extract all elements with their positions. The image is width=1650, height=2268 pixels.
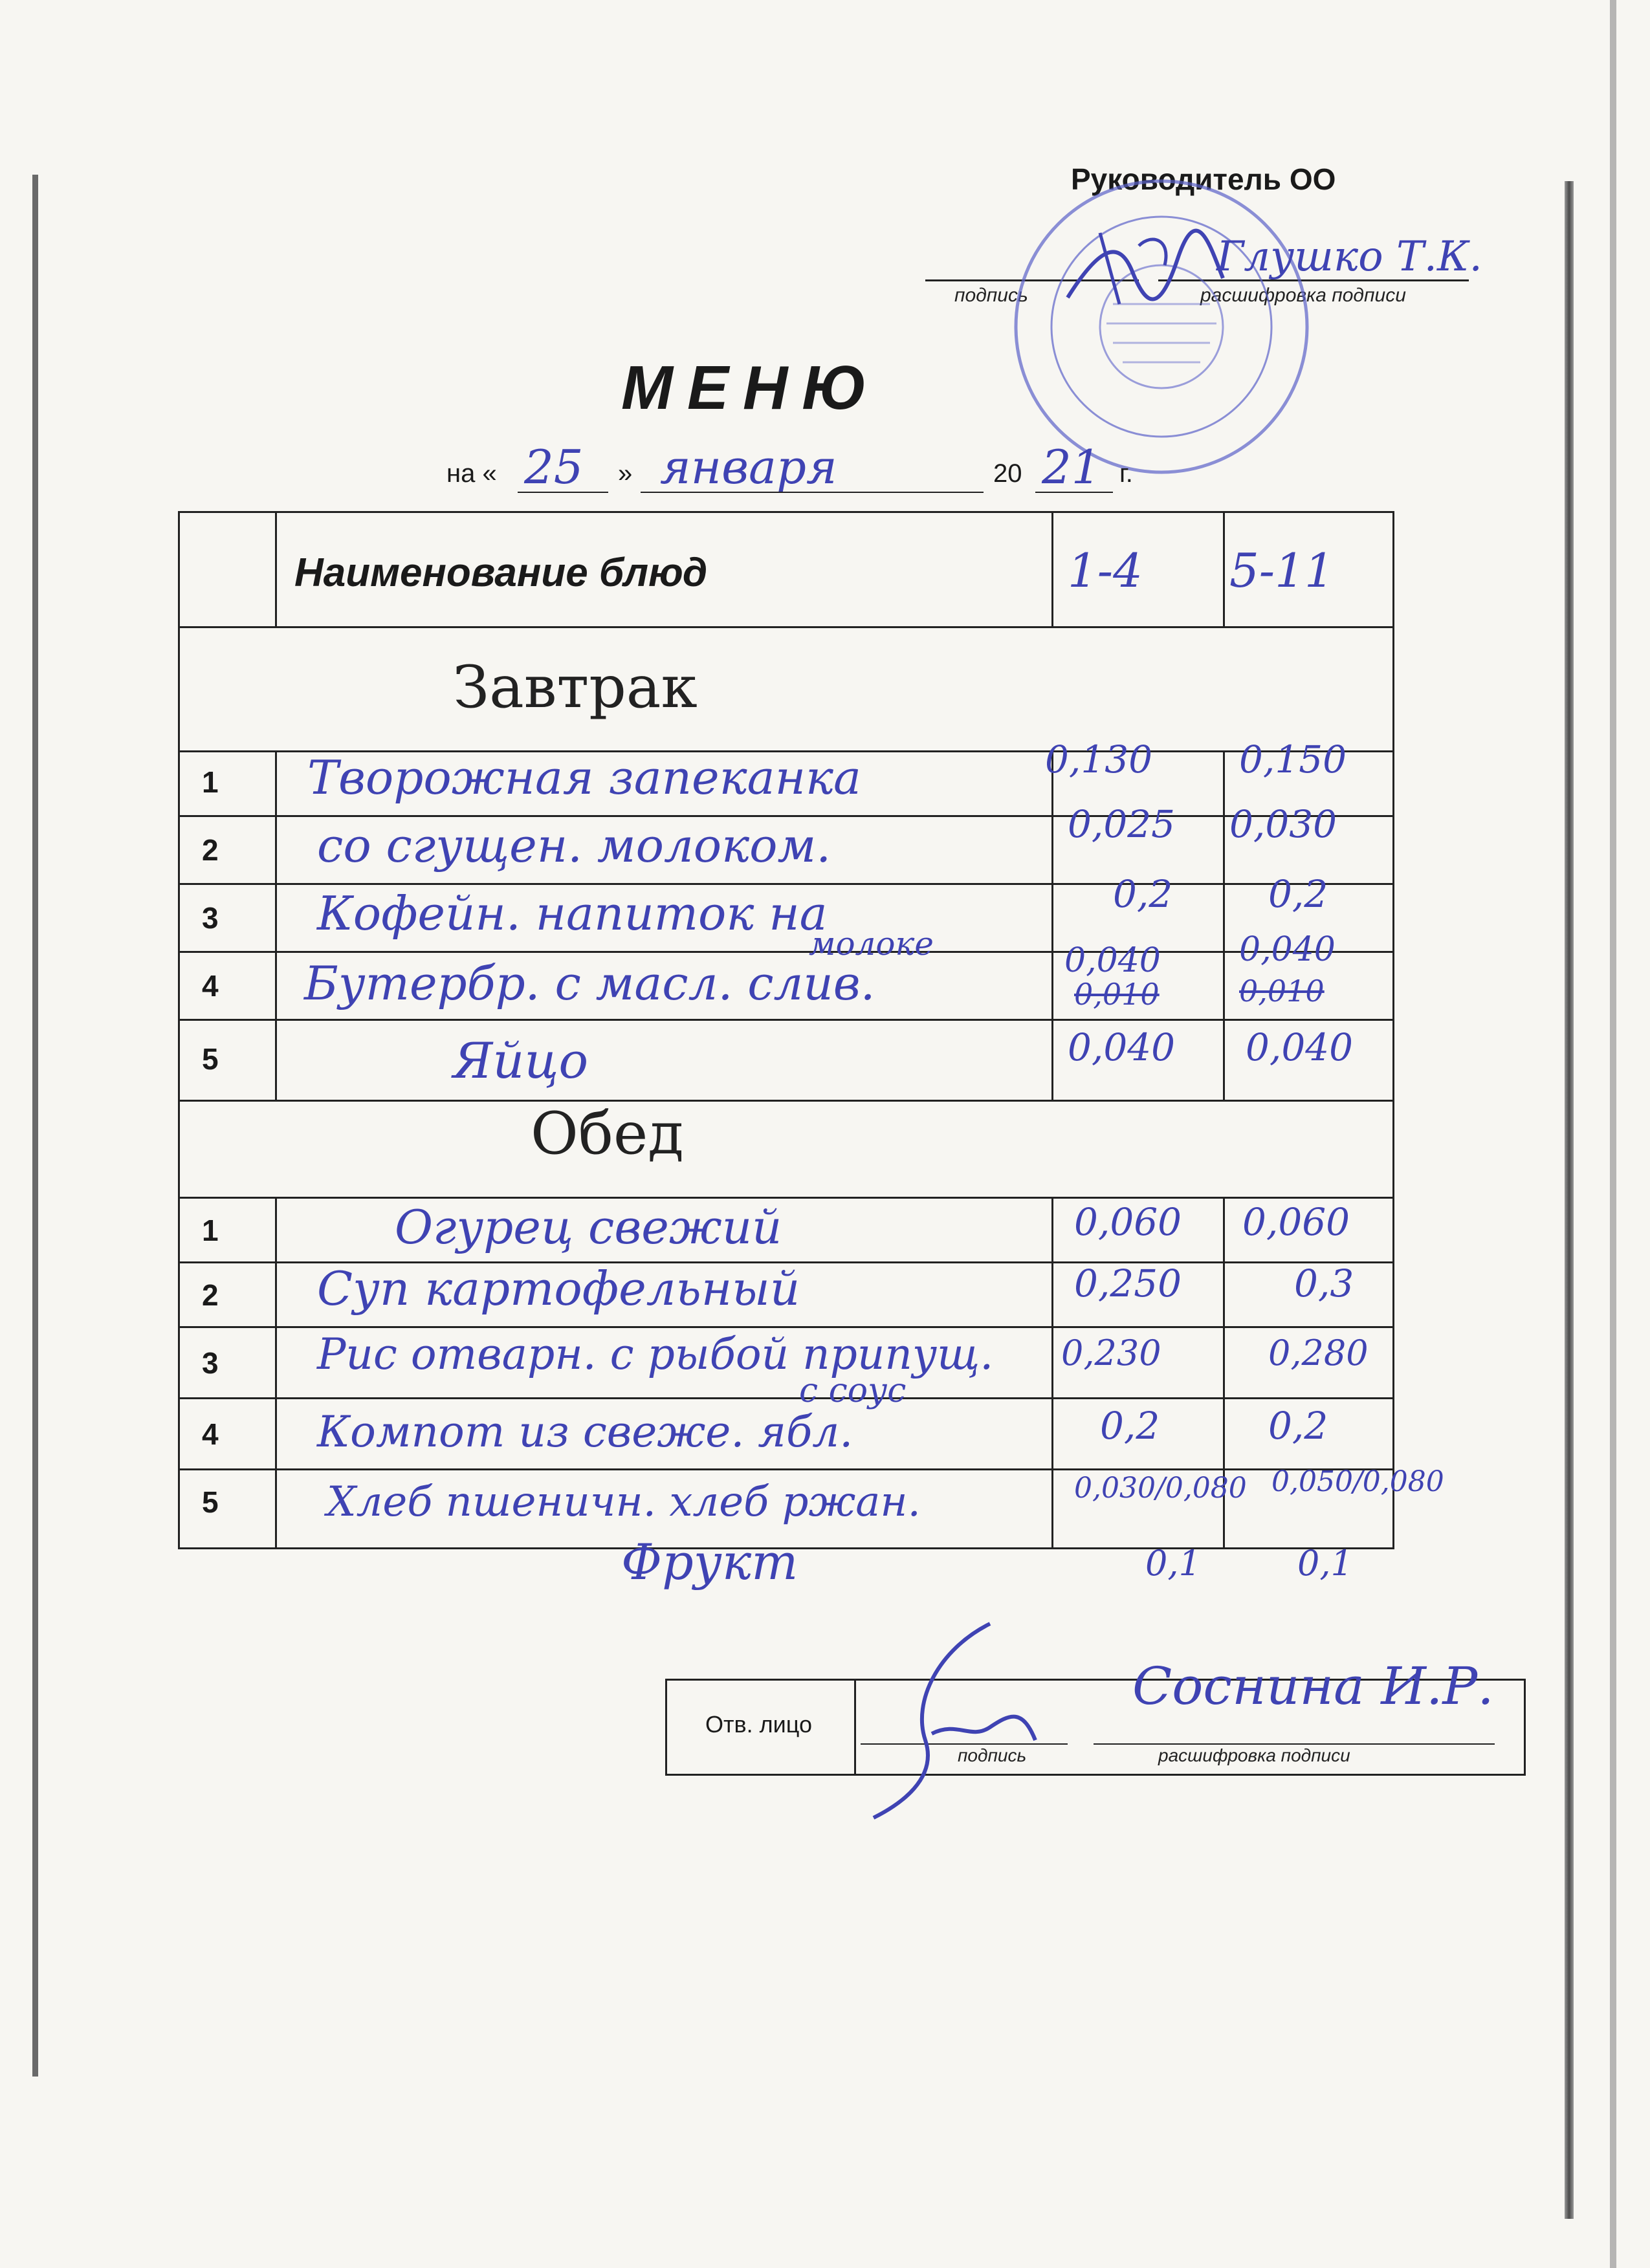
col-rule-num-breakfast <box>275 750 277 1100</box>
lunch-extra-name: Фрукт <box>621 1533 798 1591</box>
col-rule-b-head <box>1223 511 1225 626</box>
breakfast-row-5-num: 5 <box>202 1042 219 1076</box>
rule-b2 <box>178 883 1394 885</box>
column-header-dishes: Наименование блюд <box>294 551 708 595</box>
rule-l2 <box>178 1326 1394 1328</box>
breakfast-row-4-note: молоке <box>809 925 934 963</box>
rule-l3 <box>178 1397 1394 1399</box>
breakfast-row-2-num: 2 <box>202 833 219 867</box>
lunch-row-3-num: 3 <box>202 1346 219 1380</box>
rule-b3 <box>178 951 1394 953</box>
date-month: января <box>660 440 837 494</box>
column-header-5-11: 5-11 <box>1229 543 1334 598</box>
head-decode-caption: расшифровка подписи <box>1200 285 1406 306</box>
lunch-row-2-a: 0,250 <box>1074 1261 1182 1305</box>
col-rule-b-breakfast <box>1223 750 1225 1100</box>
rule-header <box>178 626 1394 628</box>
breakfast-row-4-a2: 0,010 <box>1074 977 1160 1012</box>
date-mid: » <box>618 459 633 488</box>
date-day: 25 <box>524 440 584 494</box>
head-sign-caption: подпись <box>954 285 1028 306</box>
responsible-sign-caption: подпись <box>958 1745 1027 1765</box>
breakfast-row-2-name: со сгущен. молоком. <box>317 818 831 873</box>
responsible-name: Соснина И.Р. <box>1132 1656 1494 1716</box>
responsible-decode-line <box>1094 1743 1495 1745</box>
responsible-signature <box>861 1611 1068 1824</box>
breakfast-row-5-name: Яйцо <box>453 1032 589 1089</box>
lunch-row-4-note: с соус <box>799 1371 907 1410</box>
lunch-row-3-b: 0,280 <box>1268 1333 1369 1373</box>
lunch-extra-a: 0,1 <box>1145 1543 1201 1584</box>
lunch-row-4-a: 0,2 <box>1100 1404 1160 1448</box>
section-lunch: Обед <box>531 1100 684 1168</box>
responsible-decode-caption: расшифровка подписи <box>1158 1745 1350 1765</box>
col-rule-a-breakfast <box>1051 750 1053 1100</box>
head-signature <box>1061 220 1229 323</box>
section-breakfast: Завтрак <box>453 653 698 721</box>
lunch-row-2-name: Суп картофельный <box>317 1261 800 1316</box>
breakfast-row-1-num: 1 <box>202 765 219 799</box>
lunch-row-2-b: 0,3 <box>1294 1261 1354 1305</box>
breakfast-row-1-a: 0,130 <box>1045 737 1153 781</box>
rule-b4 <box>178 1019 1394 1021</box>
col-rule-num-head <box>275 511 277 626</box>
date-day-line <box>518 492 608 493</box>
lunch-row-3-a: 0,230 <box>1061 1333 1161 1373</box>
lunch-row-2-num: 2 <box>202 1278 219 1312</box>
breakfast-row-4-a: 0,040 <box>1064 941 1161 980</box>
breakfast-row-3-b: 0,2 <box>1268 872 1328 916</box>
head-title: Руководитель ОО <box>1071 162 1336 196</box>
scan-edge <box>1610 0 1616 2268</box>
breakfast-row-2-a: 0,025 <box>1068 802 1176 846</box>
breakfast-row-2-b: 0,030 <box>1229 802 1337 846</box>
breakfast-row-1-name: Творожная запеканка <box>307 750 861 805</box>
breakfast-row-4-b2: 0,010 <box>1239 974 1325 1009</box>
page-title: МЕНЮ <box>621 353 881 422</box>
breakfast-row-4-b: 0,040 <box>1239 930 1336 969</box>
menu-table <box>178 511 1394 1549</box>
date-suffix: г. <box>1119 459 1133 488</box>
breakfast-row-4-name: Бутербр. с масл. слив. <box>304 956 875 1010</box>
lunch-row-5-b: 0,050/0,080 <box>1271 1465 1444 1498</box>
lunch-row-5-num: 5 <box>202 1485 219 1519</box>
breakfast-row-5-b: 0,040 <box>1246 1025 1354 1069</box>
breakfast-row-3-a: 0,2 <box>1113 872 1173 916</box>
rule-l4 <box>178 1468 1394 1470</box>
lunch-row-1-b: 0,060 <box>1242 1200 1350 1244</box>
lunch-row-4-name: Компот из свеже. ябл. <box>317 1407 853 1457</box>
rule-b1 <box>178 815 1394 817</box>
date-year-suffix: 21 <box>1042 440 1101 494</box>
responsible-divider <box>854 1679 856 1776</box>
date-year-line <box>1035 492 1113 493</box>
breakfast-row-5-a: 0,040 <box>1068 1025 1176 1069</box>
date-prefix: на « <box>446 459 497 488</box>
lunch-row-4-b: 0,2 <box>1268 1404 1328 1448</box>
responsible-label: Отв. лицо <box>705 1711 812 1738</box>
breakfast-row-3-name: Кофейн. напиток на <box>317 886 828 941</box>
date-month-line <box>641 492 984 493</box>
page-edge-left <box>32 175 38 2077</box>
col-rule-num-lunch <box>275 1197 277 1549</box>
lunch-extra-b: 0,1 <box>1297 1543 1353 1584</box>
rule-lunch <box>178 1197 1394 1199</box>
lunch-row-1-num: 1 <box>202 1214 219 1247</box>
head-name: Глушко Т.К. <box>1216 233 1482 281</box>
breakfast-row-1-b: 0,150 <box>1239 737 1347 781</box>
lunch-row-4-num: 4 <box>202 1417 219 1451</box>
column-header-1-4: 1-4 <box>1068 543 1143 598</box>
col-rule-a-lunch <box>1051 1197 1053 1549</box>
date-year-prefix: 20 <box>993 459 1022 488</box>
page-edge-right <box>1565 181 1574 2219</box>
rule-b5 <box>178 1100 1394 1102</box>
lunch-row-5-a: 0,030/0,080 <box>1074 1472 1247 1505</box>
lunch-row-3-name: Рис отварн. с рыбой припущ. <box>317 1329 994 1379</box>
breakfast-row-4-num: 4 <box>202 969 219 1003</box>
breakfast-row-3-num: 3 <box>202 901 219 935</box>
lunch-row-1-a: 0,060 <box>1074 1200 1182 1244</box>
lunch-row-1-name: Огурец свежий <box>395 1200 782 1254</box>
lunch-row-5-name: Хлеб пшеничн. хлеб ржан. <box>327 1478 921 1526</box>
col-rule-a-head <box>1051 511 1053 626</box>
